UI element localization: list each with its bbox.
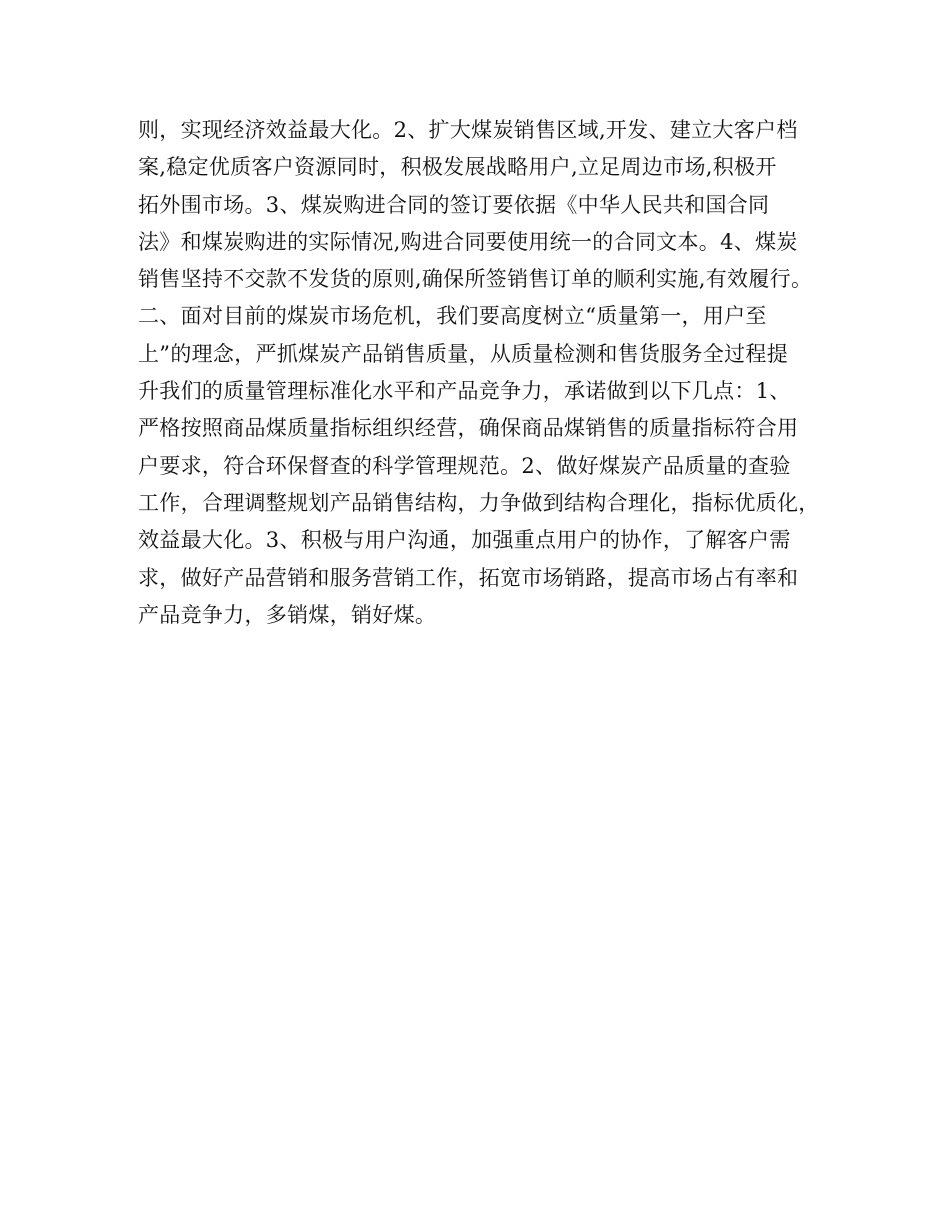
text-line-7: 上”的理念，严抓煤炭产品销售质量，从质量检测和售货服务全过程提 <box>138 341 789 366</box>
text-line-12: 效益最大化。3、积极与用户沟通，加强重点用户的协作，了解客户需 <box>138 528 791 553</box>
text-line-9: 严格按照商品煤质量指标组织经营，确保商品煤销售的质量指标符合用 <box>138 416 799 441</box>
text-line-5: 销售坚持不交款不发货的原则,确保所签销售订单的顺利实施,有效履行。 <box>138 267 813 292</box>
text-line-2: 案,稳定优质客户资源同时，积极发展战略用户,立足周边市场,积极开 <box>138 155 777 180</box>
text-line-14: 产品竞争力，多销煤，销好煤。 <box>138 602 437 627</box>
text-line-4: 法》和煤炭购进的实际情况,购进合同要使用统一的合同文本。4、煤炭 <box>138 229 798 254</box>
text-line-11: 工作，合理调整规划产品销售结构，力争做到结构合理化，指标优质化， <box>138 490 820 515</box>
text-line-13: 求，做好产品营销和服务营销工作，拓宽市场销路，提高市场占有率和 <box>138 565 799 590</box>
text-line-1: 则，实现经济效益最大化。2、扩大煤炭销售区域,开发、建立大客户档 <box>138 118 798 142</box>
text-line-10: 户要求，符合环保督查的科学管理规范。2、做好煤炭产品质量的查验 <box>138 453 791 478</box>
text-line-8: 升我们的质量管理标准化水平和产品竞争力，承诺做到以下几点：1、 <box>138 379 791 404</box>
text-line-6: 二、面对目前的煤炭市场危机，我们要高度树立“质量第一，用户至 <box>138 304 767 329</box>
text-line-3: 拓外围市场。3、煤炭购进合同的签订要依据《中华人民共和国合同 <box>138 192 770 217</box>
body-paragraph <box>138 112 838 634</box>
